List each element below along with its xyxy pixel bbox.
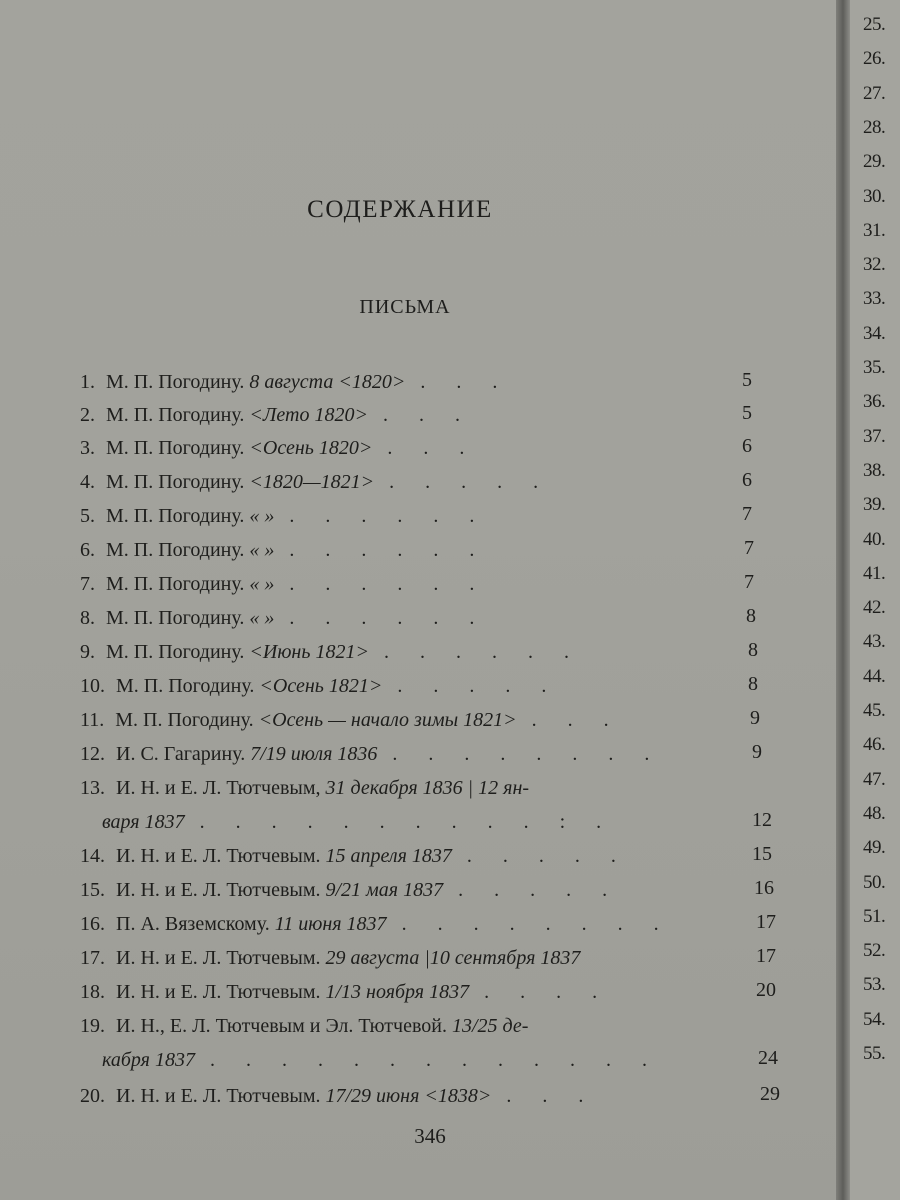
entry-page-number: 12 [752,809,772,831]
entry-recipient: И. Н. и Е. Л. Тютчевым. [116,879,321,901]
entry-number: 10. [80,675,105,697]
adjacent-line-number: 29. [863,151,886,173]
entry-date: <Лето 1820> [249,404,368,426]
toc-entry [80,845,629,868]
entry-number: 5. [80,505,95,527]
entry-page-number: 9 [750,707,760,729]
adjacent-line-number: 30. [863,185,886,207]
entry-date: <Осень 1821> [259,675,383,697]
entry-number: 8. [80,607,95,629]
leader-dots: . . . . . . . . [401,913,672,935]
adjacent-line-number: 42. [863,597,886,619]
entry-date: <Осень — начало зимы 1821> [258,709,517,731]
entry-number: 9. [80,641,95,663]
entry-date: « » [249,539,275,561]
adjacent-line-number: 47. [863,768,886,790]
adjacent-line-number: 41. [863,562,886,584]
toc-entry [96,1049,660,1072]
entry-date: 31 декабря 1836 | 12 ян- [325,777,530,799]
entry-recipient: И. Н. и Е. Л. Тютчевым. [116,845,321,867]
entry-date: 11 июня 1837 [274,913,387,935]
toc-entry [80,539,487,562]
entry-recipient: И. Н. и Е. Л. Тютчевым. [116,947,321,969]
toc-entry [80,641,582,664]
entry-recipient: И. Н. и Е. Л. Тютчевым. [116,1085,321,1107]
entry-number: 20. [80,1085,105,1107]
leader-dots: . . . [382,404,473,426]
page-title: СОДЕРЖАНИЕ [307,196,493,223]
page-number: 346 [414,1124,446,1148]
entry-date: <Осень 1820> [249,437,373,459]
entry-recipient: И. С. Гагарину. [116,743,246,765]
entry-recipient: М. П. Погодину. [106,641,245,663]
entry-recipient: М. П. Погодину. [106,437,245,459]
adjacent-line-number: 32. [863,254,886,276]
entry-number: 19. [80,1015,105,1037]
adjacent-line-number: 35. [863,357,886,378]
entry-date: 8 августа <1820> [249,371,406,393]
entry-recipient: М. П. Погодину. [106,539,245,561]
adjacent-line-number: 55. [863,1043,886,1064]
entry-date: варя 1837 [102,811,185,833]
adjacent-line-number: 34. [863,322,886,344]
entry-date: кабря 1837 [102,1049,195,1071]
leader-dots: . . . . . . [289,505,488,527]
leader-dots: . . . . . . . . . . . . . [209,1049,660,1071]
entry-number: 6. [80,539,95,561]
adjacent-line-number: 39. [863,494,886,516]
leader-dots: . . . . . . . . . . : . [199,811,615,833]
toc-entry [80,777,539,800]
toc-entry [80,505,487,528]
adjacent-line-number: 45. [863,700,886,721]
toc-entry [80,709,622,732]
entry-number: 4. [80,471,95,493]
toc-entry [80,404,473,427]
entry-number: 3. [80,437,95,459]
entry-page-number: 5 [742,402,752,424]
adjacent-line-number: 54. [863,1008,886,1030]
entry-date: 7/19 июля 1836 [250,743,378,765]
entry-recipient: М. П. Погодину. [106,404,245,426]
entry-page-number: 15 [752,843,772,865]
leader-dots: . . . . . [397,675,560,697]
entry-page-number: 5 [742,369,752,391]
entry-page-number: 17 [756,911,776,933]
entry-page-number: 6 [742,435,752,457]
book-gutter [836,0,850,1200]
adjacent-line-number: 49. [863,837,886,859]
toc-entry [80,675,559,698]
adjacent-line-number: 50. [863,871,886,893]
entry-number: 14. [80,845,105,867]
entry-number: 13. [80,777,105,799]
entry-page-number: 7 [742,503,752,525]
entry-page-number: 24 [758,1047,778,1069]
leader-dots: . . . . . . [383,641,582,663]
leader-dots: . . . . [484,981,611,1003]
entry-number: 17. [80,947,105,969]
leader-dots: . . . . . [458,879,621,901]
adjacent-line-number: 33. [863,288,886,310]
entry-recipient: И. Н. и Е. Л. Тютчевым, [116,777,321,799]
entry-number: 18. [80,981,105,1003]
leader-dots: . . . [387,437,478,459]
toc-entry [80,947,590,970]
entry-page-number: 8 [746,605,756,627]
toc-entry [80,1015,538,1038]
entry-recipient: М. П. Погодину. [106,371,245,393]
leader-dots: . . . . . . . . [392,743,663,765]
entry-number: 2. [80,404,95,426]
entry-page-number: 7 [744,571,754,593]
leader-dots: . . . . . . [289,539,488,561]
entry-number: 1. [80,371,95,393]
adjacent-line-number: 38. [863,459,886,481]
entry-recipient: М. П. Погодину. [106,607,245,629]
toc-entry [80,1085,596,1108]
toc-entry [80,981,610,1004]
entry-recipient: И. Н., Е. Л. Тютчевым и Эл. Тютчевой. [116,1015,447,1037]
entry-date: 13/25 де- [452,1015,529,1037]
leader-dots: . . . [506,1085,597,1107]
entry-number: 7. [80,573,95,595]
toc-entry [80,607,487,630]
entry-date: 9/21 мая 1837 [325,879,444,901]
adjacent-line-number: 25. [863,14,886,35]
adjacent-line-number: 27. [863,82,886,104]
entry-recipient: М. П. Погодину. [106,505,245,527]
adjacent-line-number: 53. [863,974,886,996]
entry-page-number: 9 [752,741,762,763]
adjacent-line-number: 37. [863,425,886,447]
leader-dots: . . . . . . [289,573,488,595]
entry-page-number: 6 [742,469,752,491]
entry-date: 17/29 июня <1838> [325,1085,492,1107]
entry-recipient: М. П. Погодину. [106,471,245,493]
leader-dots: . . . . . [389,471,552,493]
entry-recipient: М. П. Погодину. [106,573,245,595]
adjacent-line-number: 36. [863,391,886,413]
toc-entry [80,573,487,596]
leader-dots: . . . . . [466,845,629,867]
entry-date: « » [249,505,275,527]
adjacent-line-number: 48. [863,802,886,824]
toc-entry [80,371,510,394]
entry-date: <1820—1821> [249,471,375,493]
adjacent-line-number: 51. [863,905,886,927]
entry-date: « » [249,573,275,595]
leader-dots: . . . [531,709,622,731]
entry-page-number: 7 [744,537,754,559]
entry-number: 16. [80,913,105,935]
adjacent-line-number: 26. [863,48,886,70]
adjacent-line-number: 28. [863,116,886,138]
entry-number: 15. [80,879,105,901]
adjacent-line-number: 31. [863,219,886,241]
toc-entry [80,879,620,902]
section-heading: ПИСЬМА [359,296,451,318]
adjacent-line-number: 52. [863,940,886,962]
entry-page-number: 8 [748,673,758,695]
entry-recipient: П. А. Вяземскому. [116,913,270,935]
leader-dots: . . . [420,371,511,393]
entry-page-number: 8 [748,639,758,661]
leader-dots: . . . . . . [289,607,488,629]
entry-page-number: 29 [760,1083,780,1105]
adjacent-line-number: 40. [863,528,886,550]
entry-date: 29 августа |10 сентября 1837 [325,947,581,969]
entry-page-number: 17 [756,945,776,967]
entry-number: 12. [80,743,105,765]
entry-page-number: 16 [754,877,774,899]
entry-date: 1/13 ноября 1837 [325,981,470,1003]
adjacent-line-number: 44. [863,665,886,687]
adjacent-line-number: 46. [863,734,886,756]
toc-entry [80,437,477,460]
entry-recipient: И. Н. и Е. Л. Тютчевым. [116,981,321,1003]
adjacent-line-number: 43. [863,631,886,653]
entry-page-number: 20 [756,979,776,1001]
entry-date: « » [249,607,275,629]
adjacent-page-margin [850,0,900,1200]
entry-number: 11. [80,709,105,731]
toc-entry [80,471,551,494]
entry-recipient: М. П. Погодину. [115,709,254,731]
entry-date: 15 апреля 1837 [325,845,452,867]
toc-entry [96,811,614,834]
entry-date: <Июнь 1821> [249,641,369,663]
entry-recipient: М. П. Погодину. [116,675,255,697]
toc-entry [80,913,672,936]
toc-entry [80,743,662,766]
